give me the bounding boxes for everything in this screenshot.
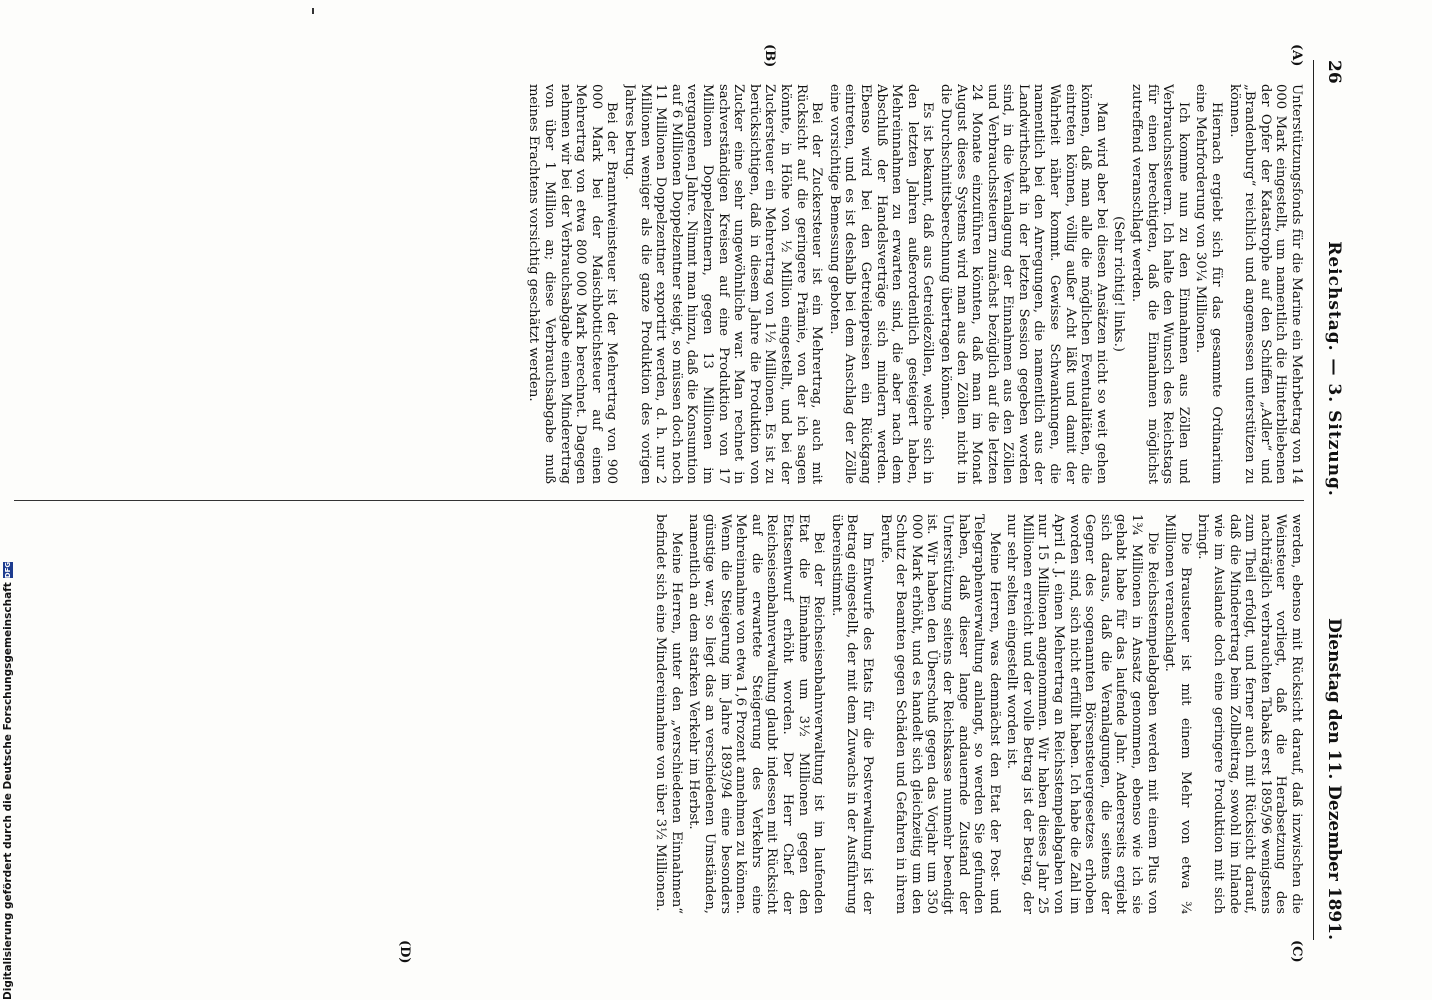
dfg-logo: DFG xyxy=(4,561,12,579)
right-column xyxy=(14,514,1304,914)
running-header xyxy=(1313,60,1344,940)
left-column xyxy=(14,84,1304,484)
paragraph: Meine Herren, was demnächst den Etat der Post- und Telegraphenverwaltung anlangt, so werden Sie gefunden haben, daß dieser lange andauernde Zustand der Unterstützung seitens der Reichskasse nunmehr beendigt ist. Wir haben den Überschuß gegen das Vorjahr um 350 000 Mark erhöht, und es handelt sich gleichzeitig um den Schutz der Beamten gegen Schäden und Gefahren in ihrem Berufe. xyxy=(877,514,1002,914)
paragraph: Die Reichsstempelabgaben werden mit einem Plus von 1¾ Millionen in Ansatz genommen, ebenso wie ich sie gehabt habe für das laufende Jahr. Andererseits ergiebt sich daraus, daß die Veranlagungen, die seitens der Gegner des sogenannten Börsensteuergesetzes erhoben worden sind, sich nicht erfüllt haben. Ich habe die Zahl im April d. J. einen Mehrertrag an Reichsstempelabgaben von nur 15 Millionen angenommen. Wir haben dieses Jahr 25 Millionen erreicht und der volle Betrag ist der Betrag, der nur sehr selten eingestellt worden ist. xyxy=(1004,514,1160,914)
credit-text: Digitalisierung gefördert durch die Deutsche Forschungsgemeinschaft xyxy=(2,582,14,1000)
page-number: 26 xyxy=(1324,60,1344,84)
margin-marker-d: (D) xyxy=(397,940,412,964)
page-title: Reichstag. — 3. Sitzung. xyxy=(1324,241,1344,497)
margin-marker-b: (B) xyxy=(762,44,777,68)
paragraph: Im Entwurfe des Etats für die Postverwaltung ist der Betrag eingestellt, der mit dem Zuwachs in der Ausführung übereinstimmt. xyxy=(828,514,875,914)
interjection: (Sehr richtig! links.) xyxy=(1111,216,1127,352)
paragraph: Meine Herren, unter den „verschiedenen Einnahmen“ befindet sich eine Mindereinnahme von über 3½ Millionen. xyxy=(653,514,684,914)
paragraph: Es ist bekannt, daß aus Getreidezöllen, welche sich in den letzten Jahren außerordentlich gesteigert haben, Mehreinnahmen zu erwarten sind, die aber nach dem Abschluß der Handelsverträge sich mindern werden. Ebenso wird bei den Getreidepreisen ein Rückgang eintreten, und es ist deshalb bei dem Anschlag der Zölle eine vorsichtige Bemessung geboten. xyxy=(826,84,936,484)
paragraph: Unterstützungsfonds für die Marine ein Mehrbetrag von 14 000 Mark eingestellt, um namentlich die Hinterbliebenen der Opfer der Katastrophe auf den Schiffen „Adler“ und „Brandenburg“ reichlich und angemessen unterstützen zu können. xyxy=(1226,84,1304,484)
paragraph: werden, ebenso mit Rücksicht darauf, daß inzwischen die Weinsteuer vorliegt, daß die Herabsetzung des nachträglich verbrauchten Tabaks erst 1895/96 wenigstens zum Theil erfolgt, und ferner auch mit Rücksicht darauf, daß die Minderertrag beim Zollbeitrag, sowohl im Inlande wie im Auslande doch eine geringere Produktion mit sich bringt. xyxy=(1195,514,1304,914)
paragraph: Bei der Reichseisenbahnverwaltung ist im laufenden Etat die Einnahme um 3½ Millionen gegen den Etatsentwurf erhöht worden. Der Herr Chef der Reichseisenbahnverwaltung glaubt indessen mit Rücksicht auf die erwartete Steigerung des Verkehrs eine Mehreinnahme von etwa 1,6 Prozent annehmen zu können. Wenn die Steigerung im Jahre 1893/94 eine besonders günstige war, so liegt das an verschiedenen Umständen, namentlich an dem starken Verkehr im Herbst. xyxy=(686,514,827,914)
paragraph: Bei der Branntweinsteuer ist der Mehrertrag von 900 000 Mark bei der Maischbottichsteuer auf einen Mehrertrag von etwa 800 000 Mark berechnet. Dagegen nehmen wir bei der Verbrauchsabgabe einen Minderertrag von über 1 Million an; diese Verbrauchsabgabe muß meines Erachtens vorsichtig geschätzt werden. xyxy=(526,84,620,484)
paragraph: Hiernach ergiebt sich für das gesammte Ordinarium eine Mehrforderung von 30¼ Millionen. xyxy=(1193,84,1225,484)
paragraph: Ich komme nun zu den Einnahmen aus Zöllen und Verbrauchssteuern. Ich halte den Wunsch des Reichstags für einen berechtigten, daß die Einnahmen möglichst zutreffend veranschlagt werden. xyxy=(1129,84,1191,484)
digitization-credit xyxy=(2,561,14,1000)
page-date: Dienstag den 11. Dezember 1891. xyxy=(1324,618,1344,940)
paragraph: Man wird aber bei diesen Ansätzen nicht so weit gehen können, daß man alle die möglichen Eventualitäten, die eintreten können, völlig außer Acht läßt und damit der Wahrheit näher kommt. Gewisse Schwankungen, die namentlich bei den Anregungen, die namentlich aus der Landwirthschaft in der letzten Session gegeben worden sind, in die Veranlagung der Einnahmen aus den Zöllen und Verbrauchssteuern zunächst bezüglich auf die letzten 24 Monate einzuführen könnten, daß man im Monat August dieses Systems wird man aus den Zöllen nicht in die Durchschnittsberechnung übertragen können. xyxy=(937,84,1109,484)
margin-marker-a: (A) xyxy=(1289,44,1304,67)
margin-marker-c: (C) xyxy=(1289,940,1304,963)
paragraph: Bei der Zuckersteuer ist ein Mehrertrag, auch mit Rücksicht auf die geringere Prämie, von der ich sagen könnte, in Höhe von ½ Million eingestellt, und bei der Zuckersteuer ein Mehrertrag von 1½ Millionen. Es ist zu berücksichtigen, daß in diesem Jahre die Produktion von Zucker eine sehr ungewöhnliche war. Man rechnet in sachverständigen Kreisen auf eine Produktion von 17 Millionen Doppelzentnern, gegen 13 Millionen im vergangenen Jahre. Nimmt man hinzu, daß die Konsumtion auf 6 Millionen Doppelzentner steigt, so müssen doch noch 11 Millionen Doppelzentner exportirt werden, d. h. nur 2 Millionen weniger als die ganze Produktion des vorigen Jahres betrug. xyxy=(622,84,825,484)
column-divider xyxy=(14,500,1304,501)
paragraph: Die Brausteuer ist mit einem Mehr von etwa ¾ Millionen veranschlagt. xyxy=(1162,514,1193,914)
